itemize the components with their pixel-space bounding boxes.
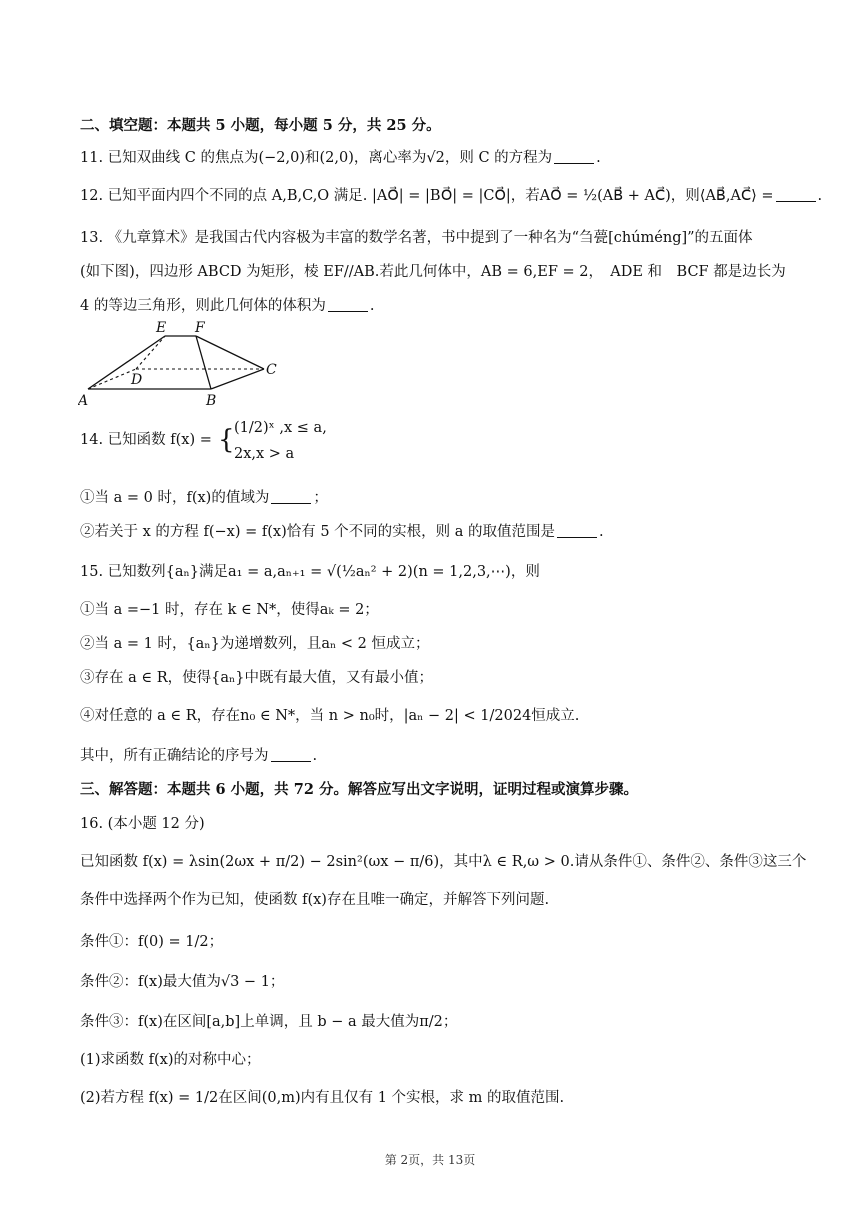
answer-blank bbox=[271, 747, 311, 763]
question-15-statement-3: ③存在 a ∈ R，使得{aₙ}中既有最大值，又有最小值； bbox=[80, 670, 433, 686]
pentahedron-figure bbox=[78, 316, 288, 408]
vertex-label-a: A bbox=[78, 393, 89, 408]
question-16-title: 16. (本小题 12 分) bbox=[80, 816, 205, 832]
question-16-part-1: (1)求函数 f(x)的对称中心； bbox=[80, 1052, 261, 1068]
answer-blank bbox=[328, 297, 368, 313]
vertex-label-e: E bbox=[156, 320, 167, 336]
question-15-conclusion-text: 其中，所有正确结论的序号为 bbox=[80, 748, 269, 764]
answer-blank bbox=[557, 523, 597, 539]
question-14-part-1-end: ； bbox=[313, 490, 328, 506]
vertex-label-b: B bbox=[206, 393, 217, 408]
page-footer: 第 2页，共 13页 bbox=[384, 1153, 476, 1167]
answer-blank bbox=[776, 187, 816, 203]
question-14-piece-2: 2x,x > a bbox=[234, 446, 295, 462]
piecewise-brace: { bbox=[218, 425, 235, 455]
question-14-part-1 bbox=[80, 486, 328, 507]
question-14-part-2 bbox=[80, 520, 604, 541]
question-14-piece-1 bbox=[234, 420, 327, 436]
vertex-label-f: F bbox=[195, 320, 205, 336]
question-13-text: 4 的等边三角形，则此几何体的体积为 bbox=[80, 298, 326, 314]
question-16-line-1: 已知函数 f(x) = λsin(2ωx + π/2) − 2sin²(ωx − π/6)，其中λ ∈ R,ω > 0.请从条件①、条件②、条件③这三个 bbox=[80, 854, 807, 870]
question-14-part-2-text: ②若关于 x 的方程 f(−x) = f(x)恰有 5 个不同的实根，则 a 的取值范围是 bbox=[80, 524, 556, 540]
section-2-heading: 二、填空题：本题共 5 小题，每小题 5 分，共 25 分。 bbox=[80, 117, 441, 134]
question-13-end: . bbox=[369, 298, 375, 314]
vertex-label-d: D bbox=[131, 372, 143, 388]
question-16-condition-2: 条件②：f(x)最大值为√3 − 1； bbox=[80, 974, 285, 990]
question-16-part-2: (2)若方程 f(x) = 1/2在区间(0,m)内有且仅有 1 个实根，求 m 的取值范围. bbox=[80, 1090, 565, 1106]
question-12-text: 12. 已知平面内四个不同的点 A,B,C,O 满足. |AO⃗| = |BO⃗| = |CO⃗|，若AO⃗ = ½(AB⃗ + AC⃗)，则⟨AB⃗,AC⃗⟩ = bbox=[80, 188, 774, 204]
question-15-end: . bbox=[312, 748, 318, 764]
vertex-label-c: C bbox=[266, 362, 277, 378]
question-12 bbox=[80, 184, 822, 205]
question-15-statement-2: ②当 a = 1 时，{aₙ}为递增数列，且aₙ < 2 恒成立； bbox=[80, 636, 430, 652]
question-14-intro: 14. 已知函数 f(x) = bbox=[80, 432, 212, 448]
question-14-piece-1-text: (1/2)ˣ ,x ≤ a bbox=[234, 420, 323, 436]
question-12-end: . bbox=[817, 188, 823, 204]
question-13-line-3 bbox=[80, 294, 374, 315]
question-15-statement-1: ①当 a =−1 时，存在 k ∈ N*，使得aₖ = 2； bbox=[80, 602, 379, 618]
question-14-comma: , bbox=[322, 420, 327, 436]
answer-blank bbox=[271, 489, 311, 505]
question-14-part-1-text: ①当 a = 0 时，f(x)的值域为 bbox=[80, 490, 270, 506]
question-16-line-2: 条件中选择两个作为已知，使函数 f(x)存在且唯一确定，并解答下列问题. bbox=[80, 892, 550, 908]
question-16-condition-1: 条件①：f(0) = 1/2； bbox=[80, 934, 224, 950]
question-15-conclusion bbox=[80, 744, 317, 765]
question-13-line-1: 13. 《九章算术》是我国古代内容极为丰富的数学名著，书中提到了一种名为“刍甍[chúméng]”的五面体 bbox=[80, 230, 753, 246]
question-16-condition-3: 条件③：f(x)在区间[a,b]上单调，且 b − a 最大值为π/2； bbox=[80, 1014, 458, 1030]
section-3-heading: 三、解答题：本题共 6 小题，共 72 分。解答应写出文字说明，证明过程或演算步骤。 bbox=[80, 781, 638, 798]
answer-blank bbox=[554, 149, 594, 165]
question-14-part-2-end: . bbox=[599, 524, 604, 540]
question-11-end: . bbox=[596, 150, 601, 166]
question-15-intro: 15. 已知数列{aₙ}满足a₁ = a,aₙ₊₁ = √(½aₙ² + 2)(n = 1,2,3,⋯)，则 bbox=[80, 564, 540, 580]
question-11 bbox=[80, 146, 601, 167]
question-11-text: 11. 已知双曲线 C 的焦点为(−2,0)和(2,0)，离心率为√2，则 C 的方程为 bbox=[80, 150, 553, 166]
question-15-statement-4: ④对任意的 a ∈ R，存在n₀ ∈ N*，当 n > n₀时，|aₙ − 2| < 1/2024恒成立. bbox=[80, 708, 580, 724]
question-13-line-2: (如下图)，四边形 ABCD 为矩形，棱 EF//AB.若此几何体中，AB = 6,EF = 2， ADE 和 BCF 都是边长为 bbox=[80, 264, 786, 280]
